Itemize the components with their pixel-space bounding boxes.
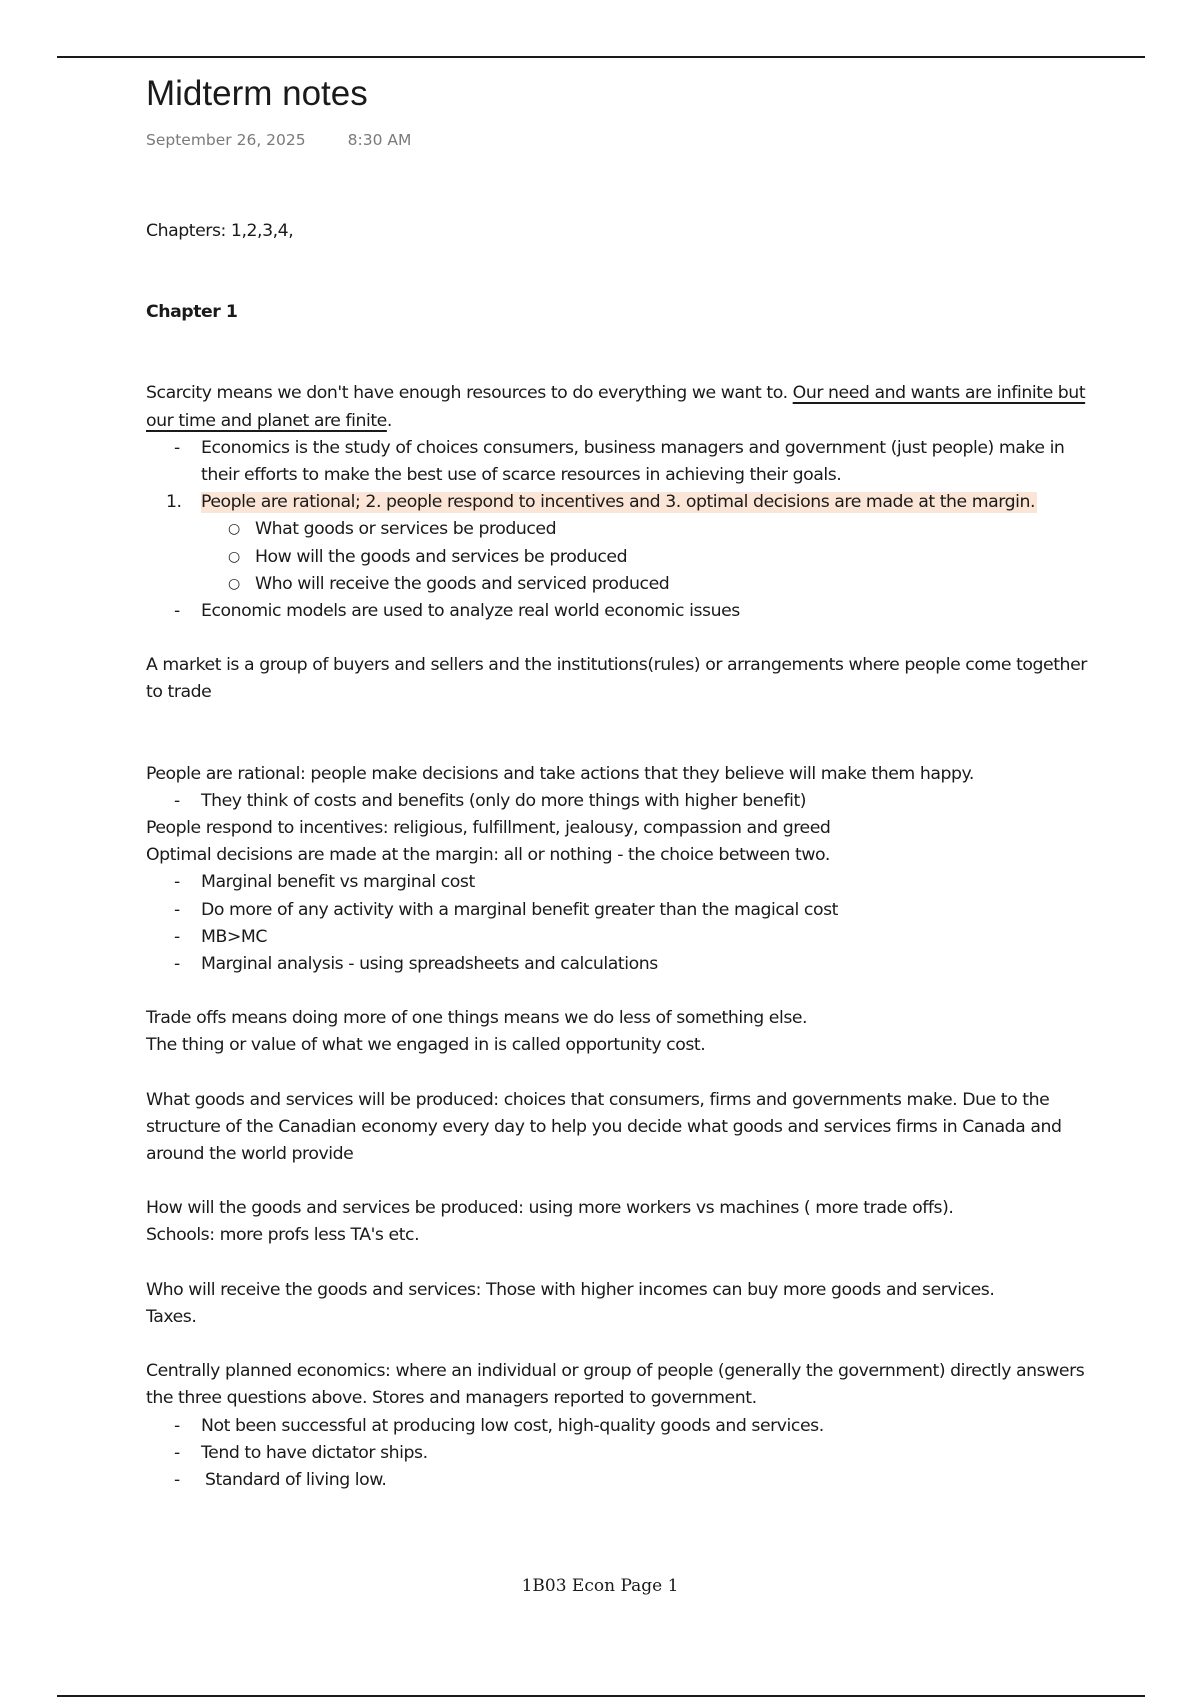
schools-line: Schools: more profs less TA's etc.	[146, 1225, 420, 1246]
circle-marker: ○	[228, 575, 240, 592]
note-body[interactable]	[146, 218, 1096, 1494]
top-rule	[57, 56, 1145, 58]
list-item: - They think of costs and benefits (only do more things with higher benefit)	[146, 788, 1096, 815]
opportunity-cost-line: The thing or value of what we engaged in is called opportunity cost.	[146, 1035, 706, 1056]
bullet-marker: -	[174, 1469, 180, 1490]
list-item: - Do more of any activity with a marginal benefit greater than the magical cost	[146, 897, 1096, 924]
numbered-item	[146, 489, 1096, 516]
who-goods-line: Who will receive the goods and services: Those with higher incomes can buy more goods and services.	[146, 1279, 995, 1300]
sub-list-item: ○ How will the goods and services be produced	[146, 544, 1096, 571]
page-title: Midterm notes	[146, 74, 368, 113]
bullet-marker: -	[174, 790, 180, 811]
what-goods-paragraph: What goods and services will be produced: choices that consumers, firms and governments make. Due to the structure of the Canadian economy every day to help you decide what goods and services firms in Canada and around the world provide	[146, 1089, 1062, 1165]
number-marker: 1.	[166, 492, 182, 513]
margin-line: Optimal decisions are made at the margin: all or nothing - the choice between two.	[146, 845, 830, 866]
chapters-line: Chapters: 1,2,3,4,	[146, 221, 294, 241]
scarcity-paragraph: Scarcity means we don't have enough resources to do everything we want to. Our need and wants are infinite but our time and planet are finite.	[146, 383, 1086, 431]
list-item: - Economics is the study of choices consumers, business managers and government (just people) make in their efforts to make the best use of scarce resources in achieving their goals.	[146, 435, 1096, 489]
list-item: - Marginal analysis - using spreadsheets and calculations	[146, 951, 1096, 978]
circle-marker: ○	[228, 521, 240, 538]
page-meta	[146, 131, 411, 149]
page-footer: 1B03 Econ Page 1	[521, 1576, 679, 1596]
page-date: September 26, 2025	[146, 131, 306, 149]
market-paragraph: A market is a group of buyers and sellers and the institutions(rules) or arrangements where people come together to trade	[146, 655, 1087, 703]
bottom-rule	[57, 1695, 1145, 1697]
list-item: - Standard of living low.	[146, 1467, 1096, 1494]
bullet-marker: -	[174, 1415, 180, 1436]
rational-line: People are rational: people make decisions and take actions that they believe will make them happy.	[146, 763, 974, 784]
list-item: - MB>MC	[146, 924, 1096, 951]
tradeoffs-line: Trade offs means doing more of one things means we do less of something else.	[146, 1008, 808, 1029]
scarcity-underline: Our need and wants are infinite but our time and planet are finite	[146, 383, 1086, 431]
list-item: - Tend to have dictator ships.	[146, 1440, 1096, 1467]
incentives-line: People respond to incentives: religious, fulfillment, jealousy, compassion and greed	[146, 818, 831, 839]
how-goods-line: How will the goods and services be produced: using more workers vs machines ( more trade offs).	[146, 1198, 954, 1219]
bullet-marker: -	[174, 954, 180, 975]
bullet-marker: -	[174, 926, 180, 947]
highlighted-text: People are rational; 2. people respond to incentives and 3. optimal decisions are made at the margin.	[201, 492, 1036, 513]
bullet-marker: -	[174, 601, 180, 622]
circle-marker: ○	[228, 548, 240, 565]
page-time: 8:30 AM	[347, 131, 412, 149]
list-item: - Economic models are used to analyze real world economic issues	[146, 598, 1096, 625]
list-item: - Not been successful at producing low cost, high-quality goods and services.	[146, 1413, 1096, 1440]
bullet-marker: -	[174, 872, 180, 893]
sub-list-item: ○ What goods or services be produced	[146, 516, 1096, 543]
central-paragraph: Centrally planned economics: where an individual or group of people (generally the government) directly answers the three questions above. Stores and managers reported to government.	[146, 1361, 1085, 1409]
sub-list-item: ○ Who will receive the goods and serviced produced	[146, 571, 1096, 598]
bullet-marker: -	[174, 1442, 180, 1463]
bullet-marker: -	[174, 899, 180, 920]
list-item: - Marginal benefit vs marginal cost	[146, 869, 1096, 896]
chapter-heading: Chapter 1	[146, 302, 238, 323]
bullet-marker: -	[174, 437, 180, 458]
taxes-line: Taxes.	[146, 1306, 197, 1327]
